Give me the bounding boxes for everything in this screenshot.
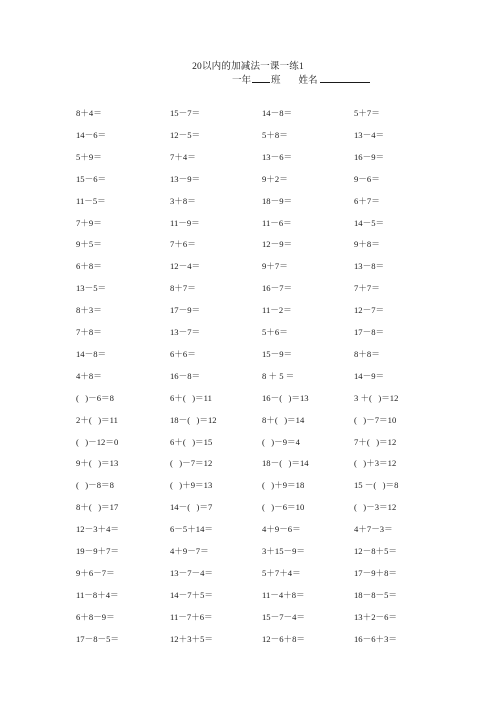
problem-r13-c1: 4＋8＝ [76, 370, 102, 381]
problem-r25-c1: 17－8－5＝ [76, 633, 119, 644]
problem-r15-c1: 2＋( )＝11 [76, 414, 118, 425]
problem-r19-c3: ( )－6＝10 [262, 502, 305, 513]
problem-r25-c4: 16－6＋3＝ [354, 633, 397, 644]
problem-r6-c4: 14－5＝ [354, 217, 385, 228]
problem-r7-c4: 9＋8＝ [354, 239, 380, 250]
problem-r14-c4: 3 ＋( )＝12 [354, 392, 399, 403]
problem-r15-c4: ( )－7＝10 [354, 414, 397, 425]
worksheet-title: 20以内的加减法一课一练1 [192, 62, 304, 72]
problem-r20-c3: 4＋9－6＝ [262, 524, 301, 535]
problem-r14-c2: 6＋( )＝11 [170, 392, 212, 403]
problem-r2-c4: 13－4＝ [354, 129, 385, 140]
problem-r20-c1: 12－3＋4＝ [76, 524, 119, 535]
problem-r2-c2: 12－5＝ [170, 129, 201, 140]
problem-r8-c1: 6＋8＝ [76, 261, 102, 272]
problem-r24-c1: 6＋8－9＝ [76, 611, 115, 622]
problem-r22-c4: 17－9＋8＝ [354, 567, 397, 578]
problem-r7-c2: 7＋6＝ [170, 239, 196, 250]
problem-r20-c2: 6－5＋14＝ [170, 524, 213, 535]
problem-r6-c2: 11－9＝ [170, 217, 200, 228]
problem-r2-c1: 14－6＝ [76, 129, 107, 140]
problem-r5-c2: 3＋8＝ [170, 195, 196, 206]
problem-r5-c3: 18－9＝ [262, 195, 293, 206]
problem-r18-c3: ( )＋9＝18 [262, 480, 305, 491]
problem-r13-c3: 8 ＋ 5 ＝ [262, 370, 295, 381]
problem-r24-c2: 11－7＋6＝ [170, 611, 213, 622]
problem-r10-c4: 12－7＝ [354, 305, 385, 316]
problem-r18-c2: ( )＋9＝13 [170, 480, 213, 491]
problem-r17-c1: 9＋( )＝13 [76, 458, 119, 469]
problem-r9-c2: 8＋7＝ [170, 283, 196, 294]
problem-r6-c1: 7＋9＝ [76, 217, 102, 228]
problem-r16-c4: 7＋( )＝12 [354, 436, 397, 447]
problem-r23-c4: 18－8－5＝ [354, 589, 397, 600]
problem-r19-c1: 8＋( )＝17 [76, 502, 119, 513]
problem-r7-c1: 9＋5＝ [76, 239, 102, 250]
problem-r18-c1: ( )－8＝8 [76, 480, 114, 491]
problem-r3-c1: 5＋9＝ [76, 151, 102, 162]
problem-r16-c2: 6＋( )＝15 [170, 436, 213, 447]
problem-r17-c4: ( )＋3＝12 [354, 458, 397, 469]
problem-r20-c4: 4＋7－3＝ [354, 524, 393, 535]
problem-r1-c1: 8＋4＝ [76, 108, 102, 118]
problem-r11-c4: 17－8＝ [354, 327, 385, 337]
class-label: 班 [271, 76, 281, 86]
problem-r7-c3: 12－9＝ [262, 239, 293, 250]
problem-r14-c1: ( )－6＝8 [76, 392, 114, 403]
problem-r19-c4: ( )－3＝12 [354, 502, 397, 513]
problem-r22-c1: 9＋6－7＝ [76, 567, 115, 578]
problem-r3-c3: 13－6＝ [262, 151, 293, 162]
problem-r13-c4: 14－9＝ [354, 370, 385, 381]
problem-r15-c2: 18－( )＝12 [170, 414, 217, 425]
problem-r5-c1: 11－5＝ [76, 195, 106, 206]
problem-r15-c3: 8＋( )＝14 [262, 414, 305, 425]
problem-r10-c2: 17－9＝ [170, 305, 201, 316]
problem-r9-c3: 16－7＝ [262, 283, 293, 294]
problem-r17-c3: 18－( )＝14 [262, 458, 309, 469]
problem-r12-c3: 15－9＝ [262, 348, 293, 359]
problem-r9-c1: 13－5＝ [76, 283, 107, 294]
problem-r5-c4: 6＋7＝ [354, 195, 380, 206]
problem-r6-c3: 11－6＝ [262, 217, 292, 228]
problem-r25-c3: 12－6＋8＝ [262, 633, 305, 644]
problem-r18-c4: 15 －( )＝8 [354, 480, 399, 491]
problem-r24-c3: 15－7－4＝ [262, 611, 305, 622]
problem-r25-c2: 12＋3＋5＝ [170, 633, 213, 644]
problem-r12-c2: 6＋6＝ [170, 348, 196, 359]
problem-r21-c1: 19－9＋7＝ [76, 546, 119, 556]
problem-r11-c2: 13－7＝ [170, 327, 201, 337]
problem-r10-c3: 11－2＝ [262, 305, 292, 316]
problem-r14-c3: 16－( )＝13 [262, 392, 309, 403]
problem-r12-c1: 14－8＝ [76, 348, 107, 359]
problem-r23-c3: 11－4＋8＝ [262, 589, 305, 600]
problem-r24-c4: 13＋2－6＝ [354, 611, 397, 622]
problem-r22-c2: 13－7－4＝ [170, 567, 213, 578]
problem-r4-c3: 9＋2＝ [262, 173, 288, 184]
problem-r23-c1: 11－8＋4＝ [76, 589, 119, 600]
problem-r21-c3: 3＋15－9＝ [262, 546, 305, 556]
problem-r21-c2: 4＋9－7＝ [170, 546, 209, 556]
problem-r11-c1: 7＋8＝ [76, 327, 102, 337]
problem-r1-c2: 15－7＝ [170, 108, 201, 118]
problem-r8-c3: 9＋7＝ [262, 261, 288, 272]
problem-r21-c4: 12－8＋5＝ [354, 546, 397, 556]
problem-r4-c4: 9－6＝ [354, 173, 380, 184]
problem-r3-c2: 7＋4＝ [170, 151, 196, 162]
problem-r19-c2: 14－( )＝7 [170, 502, 213, 513]
problem-r12-c4: 8＋8＝ [354, 348, 380, 359]
problem-r8-c2: 12－4＝ [170, 261, 201, 272]
problem-r22-c3: 5＋7＋4＝ [262, 567, 301, 578]
problem-r4-c1: 15－6＝ [76, 173, 107, 184]
problem-r8-c4: 13－8＝ [354, 261, 385, 272]
problem-r11-c3: 5＋6＝ [262, 327, 288, 337]
problem-r9-c4: 7＋7＝ [354, 283, 380, 294]
problem-r1-c3: 14－8＝ [262, 108, 293, 118]
problem-r1-c4: 5＋7＝ [354, 108, 380, 118]
problem-r16-c1: ( )－12＝0 [76, 436, 119, 447]
problem-r10-c1: 8＋3＝ [76, 305, 102, 316]
problem-r3-c4: 16－9＝ [354, 151, 385, 162]
problem-r13-c2: 16－8＝ [170, 370, 201, 381]
problem-r17-c2: ( )－7＝12 [170, 458, 213, 469]
name-label: 姓名 [298, 76, 318, 86]
problem-r16-c3: ( )－9＝4 [262, 436, 300, 447]
problem-r2-c3: 5＋8＝ [262, 129, 288, 140]
problem-r23-c2: 14－7＋5＝ [170, 589, 213, 600]
grade-label: 一年 [232, 76, 252, 86]
problem-r4-c2: 13－9＝ [170, 173, 201, 184]
